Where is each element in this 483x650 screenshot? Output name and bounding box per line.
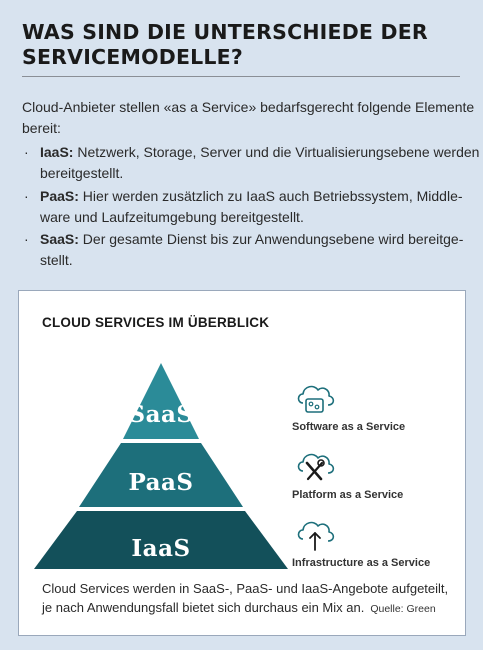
bullet-marker: ·	[24, 144, 29, 160]
list-item-text: Hier werden zusätzlich zu IaaS auch Betriebssystem, Middle-	[78, 187, 463, 204]
pyramid-label-paas: PaaS	[128, 469, 194, 496]
article-heading	[22, 20, 462, 70]
infobox-caption	[42, 579, 457, 619]
service-infrastructure	[292, 517, 462, 569]
cloud-services-infobox	[18, 290, 466, 636]
pyramid-label-saas: SaaS	[128, 401, 194, 428]
pyramid-label-iaas: IaaS	[131, 535, 191, 562]
service-platform	[292, 449, 462, 501]
list-item-term: PaaS:	[40, 187, 79, 204]
service-label-software: Software as a Service	[292, 421, 406, 433]
service-model-list	[22, 142, 480, 273]
service-software	[292, 381, 462, 433]
service-label-platform: Platform as a Service	[292, 489, 404, 501]
list-item-iaas	[22, 142, 480, 184]
list-item-text: Netzwerk, Storage, Server und die Virtualisierungsebene werden	[73, 144, 480, 160]
list-item-text-cont: ware und Laufzeitumgebung bereitgestellt.	[40, 208, 304, 225]
bullet-marker: ·	[24, 187, 29, 204]
list-item-text: Der gesamte Dienst bis zur Anwendungsebene wird bereitge-	[78, 231, 464, 247]
list-item-text-cont: stellt.	[40, 252, 73, 268]
list-item-text-cont: bereitgestellt.	[40, 165, 124, 181]
intro-paragraph	[22, 97, 475, 139]
cloud-tools-icon	[294, 449, 336, 487]
caption-source: Quelle: Green	[370, 603, 436, 615]
heading-line-1: WAS SIND DIE UNTERSCHIEDE DER	[22, 20, 428, 44]
list-item-term: SaaS:	[40, 231, 79, 247]
list-item-saas	[22, 229, 462, 271]
service-label-infrastructure: Infrastructure as a Service	[292, 557, 431, 569]
heading-line-2: SERVICEMODELLE?	[22, 45, 243, 69]
list-item-term: IaaS:	[40, 144, 74, 160]
list-item-paas	[22, 186, 462, 228]
intro-line-1: Cloud-Anbieter stellen «as a Service» bedarfsgerecht folgende Elemente	[22, 99, 475, 115]
infobox-title: CLOUD SERVICES IM ÜBERBLICK	[42, 315, 270, 330]
cloud-upload-icon	[294, 517, 336, 555]
heading-divider	[22, 76, 460, 77]
bullet-marker: ·	[24, 231, 29, 247]
intro-line-2: bereit:	[22, 120, 61, 136]
cloud-app-icon	[294, 381, 336, 419]
caption-line-1: Cloud Services werden in SaaS-, PaaS- und IaaS-Angebote aufgeteilt,	[42, 581, 449, 596]
caption-line-2: je nach Anwendungsfall bietet sich durchaus ein Mix an.	[42, 600, 365, 615]
service-pyramid	[31, 363, 291, 580]
